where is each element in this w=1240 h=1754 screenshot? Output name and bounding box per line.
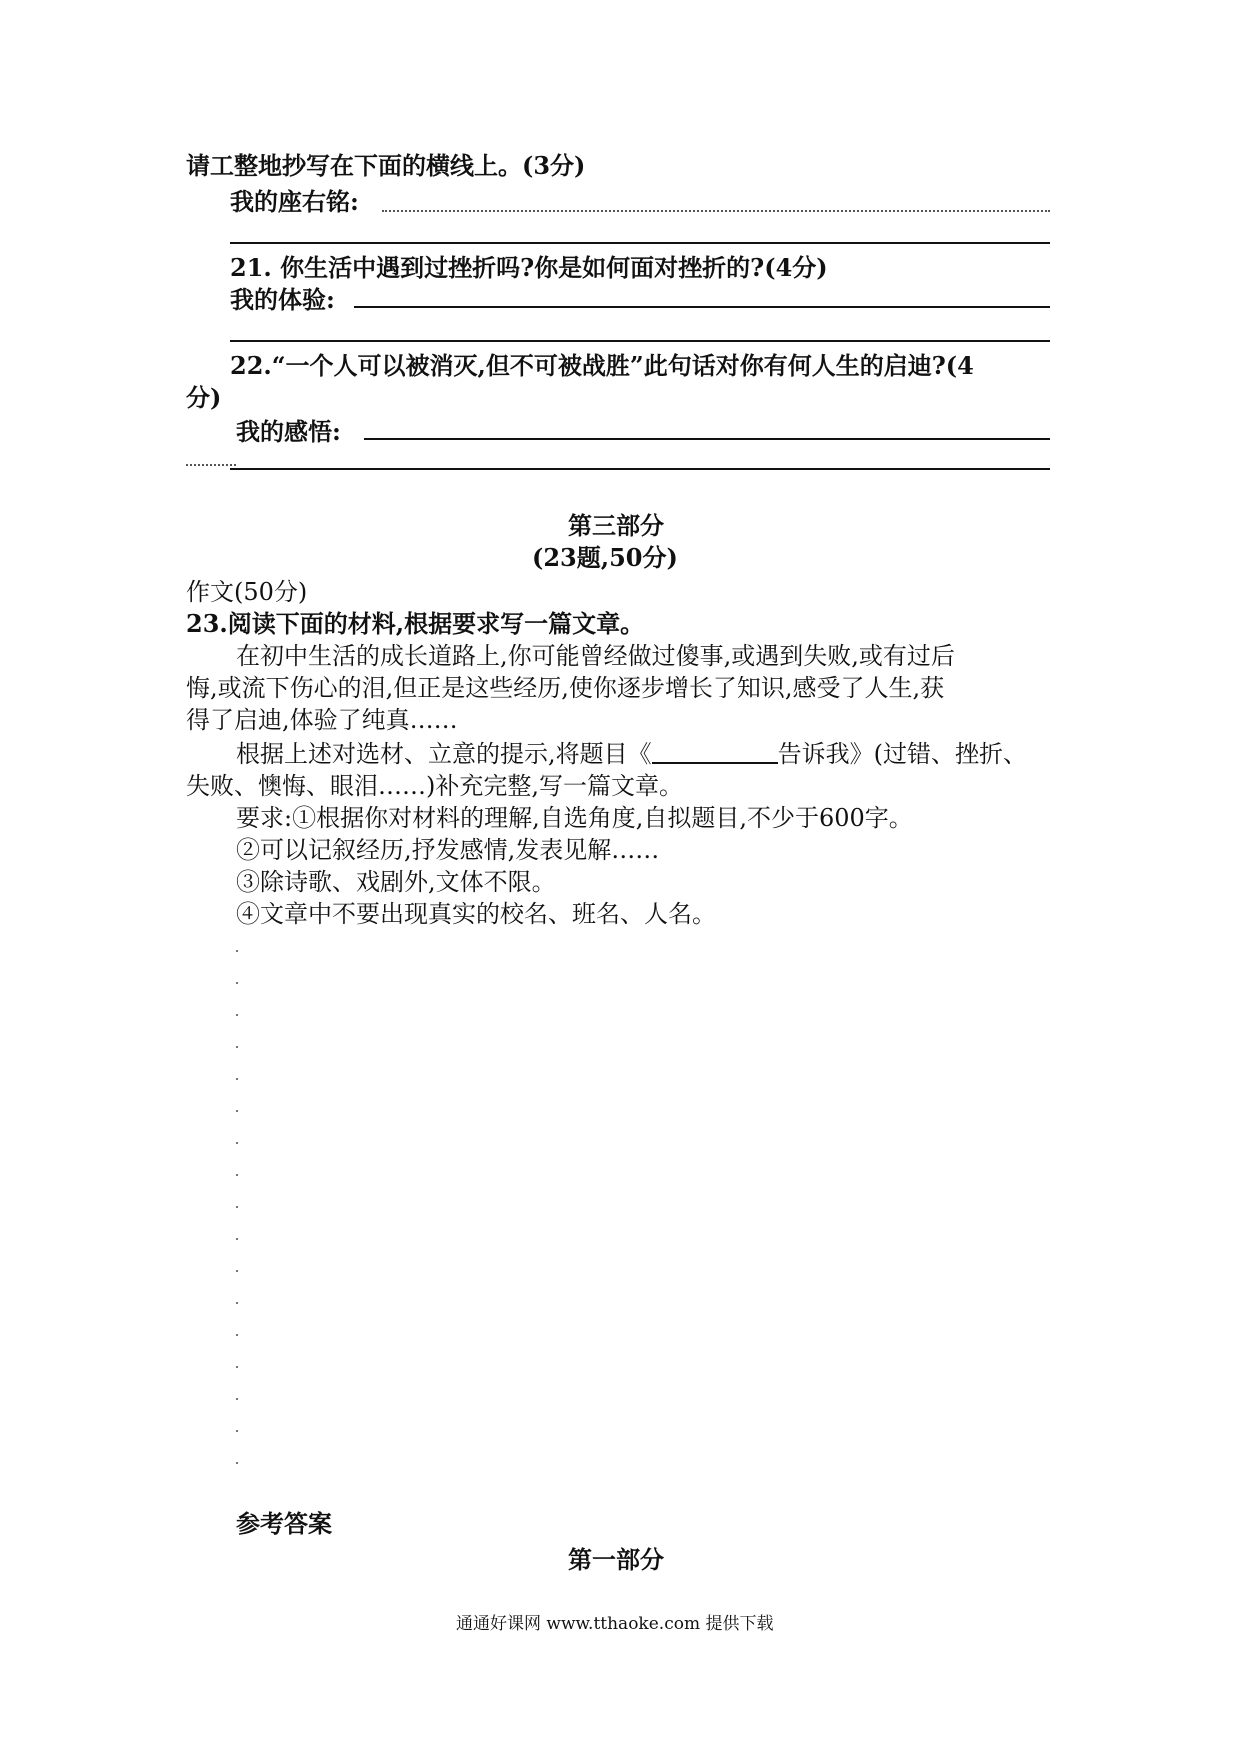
motto-answer-line-2[interactable]	[230, 242, 1050, 244]
material-line-1: 在初中生活的成长道路上,你可能曾经做过傻事,或遇到失败,或有过后	[236, 642, 955, 670]
material-line-3: 得了启迪,体验了纯真……	[186, 706, 458, 734]
experience-answer-line[interactable]	[354, 306, 1050, 308]
insight-margin-dots	[186, 464, 236, 466]
motto-answer-line[interactable]	[382, 210, 1050, 212]
requirement-1: 要求:①根据你对材料的理解,自选角度,自拟题目,不少于600字。	[236, 804, 913, 832]
composition-section: 作文(50分)	[186, 578, 308, 606]
experience-answer-line-2[interactable]	[230, 340, 1050, 342]
writing-area-margin-dots	[236, 950, 238, 1470]
insight-label: 我的感悟:	[236, 417, 341, 446]
answers-title: 参考答案	[236, 1509, 332, 1538]
insight-answer-line-2[interactable]	[230, 468, 1050, 470]
q23-title: 23.阅读下面的材料,根据要求写一篇文章。	[186, 609, 645, 638]
part3-title: 第三部分	[568, 511, 664, 540]
title-blank[interactable]	[652, 740, 778, 764]
material-line-2: 悔,或流下伤心的泪,但正是这些经历,使你逐步增长了知识,感受了人生,获	[186, 674, 945, 702]
prompt-suffix: 告诉我》(过错、挫折、	[777, 740, 1028, 768]
experience-label: 我的体验:	[230, 285, 335, 314]
footer-download-note: 通通好课网 www.tthaoke.com 提供下载	[456, 1614, 774, 1634]
q22-question-line2: 分)	[186, 383, 222, 412]
requirement-3: ③除诗歌、戏剧外,文体不限。	[236, 868, 556, 896]
q20-instruction: 请工整地抄写在下面的横线上。(3分)	[186, 151, 586, 180]
insight-answer-line[interactable]	[364, 438, 1050, 440]
motto-label: 我的座右铭:	[230, 187, 359, 216]
requirement-4: ④文章中不要出现真实的校名、班名、人名。	[236, 900, 716, 928]
q21-question: 21. 你生活中遇到过挫折吗?你是如何面对挫折的?(4分)	[230, 253, 828, 282]
requirement-2: ②可以记叙经历,抒发感情,发表见解……	[236, 836, 660, 864]
prompt-line-2: 失败、懊悔、眼泪……)补充完整,写一篇文章。	[186, 772, 683, 800]
prompt-line-1	[236, 740, 1027, 768]
answers-part1: 第一部分	[568, 1545, 664, 1574]
prompt-prefix: 根据上述对选材、立意的提示,将题目《	[236, 740, 652, 768]
q22-question-line1: 22.“一个人可以被消灭,但不可被战胜”此句话对你有何人生的启迪?(4	[230, 351, 974, 380]
part3-subtitle: (23题,50分)	[532, 543, 678, 572]
